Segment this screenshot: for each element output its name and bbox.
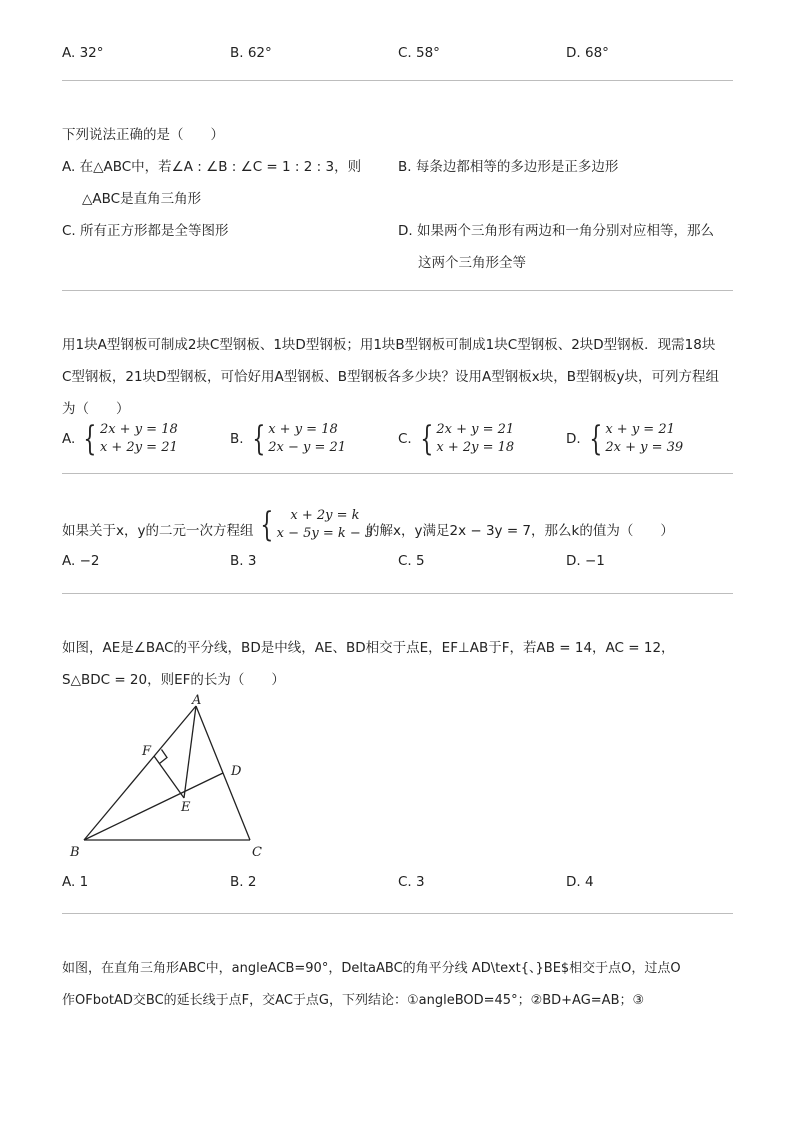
divider — [62, 593, 733, 594]
q4-stem-post: 的解x，y满足2x − 3y = 7，那么k的值为（ ） — [366, 523, 674, 539]
q1-option-c[interactable]: C. 58° — [398, 45, 440, 61]
equation: 2x + y = 21 — [436, 422, 515, 437]
label-d: D — [231, 764, 242, 779]
triangle-figure — [60, 692, 280, 864]
q5-option-c[interactable]: C. 3 — [398, 874, 425, 890]
equation: 2x + y = 39 — [605, 440, 684, 455]
perpendicular-ef — [154, 756, 184, 798]
q3-option-a[interactable] — [62, 421, 178, 457]
q6-stem-line1: 如图，在直角三角形ABC中，angleACB=90°，DeltaABC的角平分线 AD\text{、}BE$相交于点O，过点O — [62, 961, 681, 976]
label-a: A — [192, 693, 202, 708]
equation: x − 5y = k − 3 — [276, 526, 374, 541]
brace-icon: { — [83, 419, 97, 459]
q5-option-a[interactable]: A. 1 — [62, 874, 89, 890]
brace-icon: { — [251, 419, 265, 459]
q4-option-d[interactable]: D. −1 — [566, 553, 605, 569]
equation: x + 2y = 18 — [436, 440, 515, 455]
q1-option-d[interactable]: D. 68° — [566, 45, 609, 61]
brace-icon: { — [589, 419, 602, 459]
q2-option-d-cont: 这两个三角形全等 — [418, 255, 526, 271]
q5-stem-line2: S△BDC = 20，则EF的长为（ ） — [62, 672, 285, 688]
label-f: F — [142, 744, 152, 759]
q3-stem-line2: C型钢板，21块D型钢板，可恰好用A型钢板、B型钢板各多少块？设用A型钢板x块，B型钢板y块，可列方程组 — [62, 369, 719, 385]
equation: x + y = 21 — [605, 422, 675, 437]
q3-option-d[interactable] — [566, 421, 683, 457]
label-e: E — [181, 800, 191, 815]
divider — [62, 473, 733, 474]
q2-option-c[interactable]: C. 所有正方形都是全等图形 — [62, 223, 229, 239]
q1-option-b[interactable]: B. 62° — [230, 45, 272, 61]
divider — [62, 80, 733, 81]
q2-stem: 下列说法正确的是（ ） — [62, 127, 224, 143]
q3-stem-line3: 为（ ） — [62, 401, 130, 417]
side-ab — [84, 706, 196, 840]
q4-option-b[interactable]: B. 3 — [230, 553, 257, 569]
brace-icon: { — [260, 505, 274, 545]
q2-option-a-cont: △ABC是直角三角形 — [82, 191, 202, 207]
equation: x + 2y = k — [290, 508, 360, 523]
equation: x + 2y = 21 — [99, 440, 178, 455]
q5-option-d[interactable]: D. 4 — [566, 874, 594, 890]
q4-option-c[interactable]: C. 5 — [398, 553, 425, 569]
q5-option-b[interactable]: B. 2 — [230, 874, 257, 890]
q1-option-a[interactable]: A. 32° — [62, 45, 104, 61]
option-letter: B. — [230, 431, 244, 447]
label-b: B — [70, 845, 80, 860]
q4-system — [256, 507, 373, 543]
brace-icon: { — [420, 419, 434, 459]
equation: x + y = 18 — [268, 422, 338, 437]
right-angle-mark — [160, 750, 168, 764]
option-letter: C. — [398, 431, 412, 447]
option-letter: D. — [566, 431, 581, 447]
q2-option-a[interactable]: A. 在△ABC中，若∠A : ∠B : ∠C = 1 : 2 : 3，则 — [62, 159, 362, 175]
divider — [62, 290, 733, 291]
equation: 2x − y = 21 — [268, 440, 347, 455]
median-bd — [84, 773, 223, 840]
label-c: C — [252, 845, 262, 860]
q3-stem-line1: 用1块A型钢板可制成2块C型钢板、1块D型钢板；用1块B型钢板可制成1块C型钢板、2块D型钢板．现需18块 — [62, 337, 716, 353]
q2-option-d[interactable]: D. 如果两个三角形有两边和一角分别对应相等，那么 — [398, 223, 714, 239]
divider — [62, 913, 733, 914]
option-letter: A. — [62, 431, 76, 447]
q4-stem-pre: 如果关于x，y的二元一次方程组 — [62, 523, 254, 539]
q3-option-c[interactable] — [398, 421, 514, 457]
q4-option-a[interactable]: A. −2 — [62, 553, 100, 569]
bisector-ae — [184, 706, 196, 798]
equation: 2x + y = 18 — [99, 422, 178, 437]
q5-stem-line1: 如图，AE是∠BAC的平分线，BD是中线，AE、BD相交于点E，EF⊥AB于F，若AB = 14，AC = 12， — [62, 640, 675, 656]
q6-stem-line2: 作OFbotAD交BC的延长线于点F，交AC于点G，下列结论：①angleBOD=45°；②BD+AG=AB；③ — [62, 993, 645, 1008]
q3-option-b[interactable] — [230, 421, 346, 457]
q2-option-b[interactable]: B. 每条边都相等的多边形是正多边形 — [398, 159, 619, 175]
